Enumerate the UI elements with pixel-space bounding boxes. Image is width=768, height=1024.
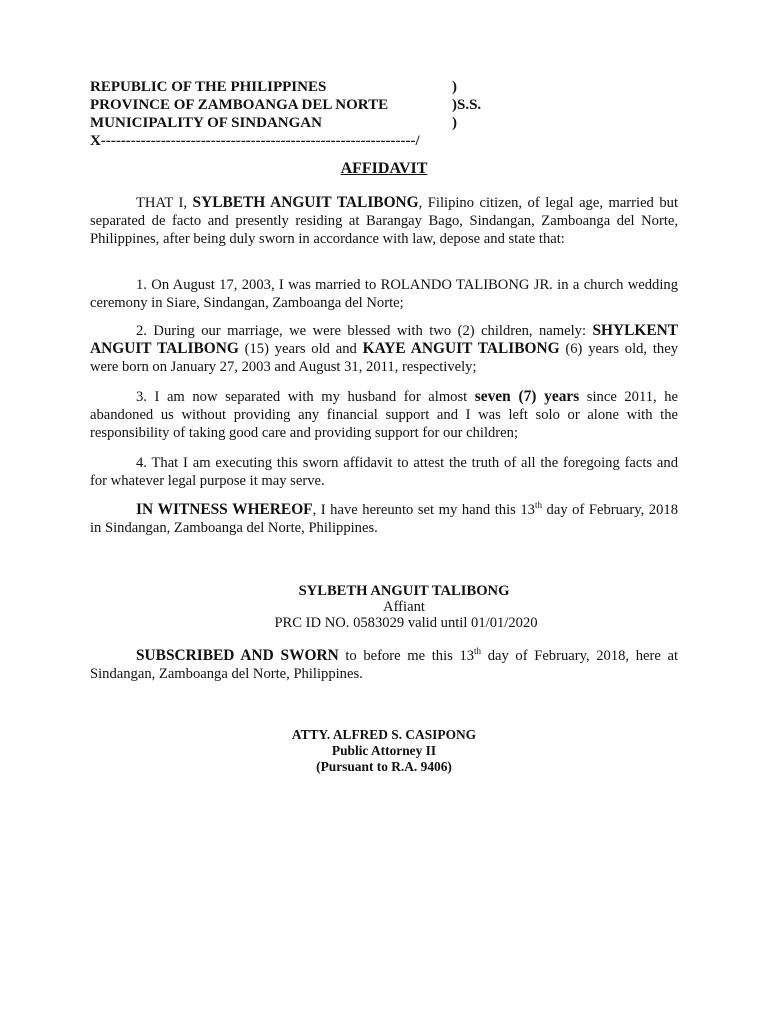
header-mark-2: )S.S.	[452, 97, 482, 113]
children-text-3: (6) years old, they were born on January 27, 2003 and August 31, 2011, respectively;	[90, 341, 678, 375]
witness-lead: IN WITNESS WHEREOF	[136, 501, 313, 518]
header-separator-line	[90, 132, 510, 150]
header-mark-1: )	[452, 79, 457, 95]
attorney-name: ATTY. ALFRED S. CASIPONG	[291, 727, 477, 742]
paragraph-marriage	[90, 276, 678, 312]
children-text-1: 2. During our marriage, we were blessed with two (2) children, namely:	[136, 323, 593, 339]
header-republic: REPUBLIC OF THE PHILIPPINES	[90, 79, 327, 95]
paragraph-separation	[90, 388, 678, 442]
header-municipality: MUNICIPALITY OF SINDANGAN	[90, 115, 322, 131]
paragraph-intro	[90, 194, 678, 248]
paragraph-children	[90, 322, 678, 376]
document-title	[0, 160, 768, 178]
venue-header	[90, 78, 510, 150]
witness-text-2: day of February, 2018 in Sindangan, Zamboanga del Norte, Philippines.	[90, 502, 678, 536]
jurat-ordinal: th	[474, 646, 482, 657]
header-province: PROVINCE OF ZAMBOANGA DEL NORTE	[90, 97, 389, 113]
paragraph-purpose	[90, 454, 678, 490]
title-text: AFFIDAVIT	[340, 160, 428, 177]
intro-prefix: THAT I,	[136, 195, 193, 211]
paragraph-witness	[90, 501, 678, 537]
purpose-text: 4. That I am executing this sworn affidavit to attest the truth of all the foregoing facts and for whatever legal purpose it may serve.	[90, 455, 678, 489]
header-line-province	[90, 96, 510, 114]
marriage-text: 1. On August 17, 2003, I was married to ROLANDO TALIBONG JR. in a church wedding ceremony in Siare, Sindangan, Zamboanga del Norte;	[90, 277, 678, 311]
affiant-name-inline: SYLBETH ANGUIT TALIBONG	[192, 194, 419, 211]
header-mark-3: )	[452, 115, 457, 131]
child-name-1: SHYLKENT ANGUIT TALIBONG	[90, 322, 678, 357]
jurat-lead: SUBSCRIBED AND SWORN	[136, 647, 339, 664]
jurat-text-2: day of February, 2018, here at Sindangan, Zamboanga del Norte, Philippines.	[90, 648, 678, 682]
intro-text: , Filipino citizen, of legal age, married but separated de facto and presently residing at Barangay Bago, Sindangan, Zamboanga del Norte, Philippines, after being duly sworn in accordance with law, depose and state that:	[90, 195, 678, 247]
jurat-text-1: to before me this 13	[338, 648, 475, 664]
attorney-title: Public Attorney II	[331, 743, 437, 758]
affiant-role: Affiant	[383, 599, 425, 615]
header-separator: X---------------------------------------------------------------/	[90, 133, 420, 149]
affiant-signature-name: SYLBETH ANGUIT TALIBONG	[298, 583, 510, 599]
witness-text-1: , I have hereunto set my hand this 13	[312, 502, 535, 518]
attorney-authority: (Pursuant to R.A. 9406)	[316, 759, 452, 774]
witness-ordinal: th	[534, 500, 542, 511]
affiant-prc-id: PRC ID NO. 0583029 valid until 01/01/2020	[274, 615, 538, 631]
children-text-2: (15) years old and	[238, 341, 363, 357]
header-line-municipality	[90, 114, 510, 132]
header-line-republic	[90, 78, 510, 96]
separation-text-2: since 2011, he abandoned us without providing any financial support and I was left solo or alone with the responsibility of taking good care and providing support for our children;	[90, 389, 679, 441]
child-name-2: KAYE ANGUIT TALIBONG	[362, 340, 560, 357]
separation-duration: seven (7) years	[474, 388, 580, 405]
separation-text-1: 3. I am now separated with my husband for almost	[136, 389, 475, 405]
paragraph-jurat	[90, 647, 678, 683]
